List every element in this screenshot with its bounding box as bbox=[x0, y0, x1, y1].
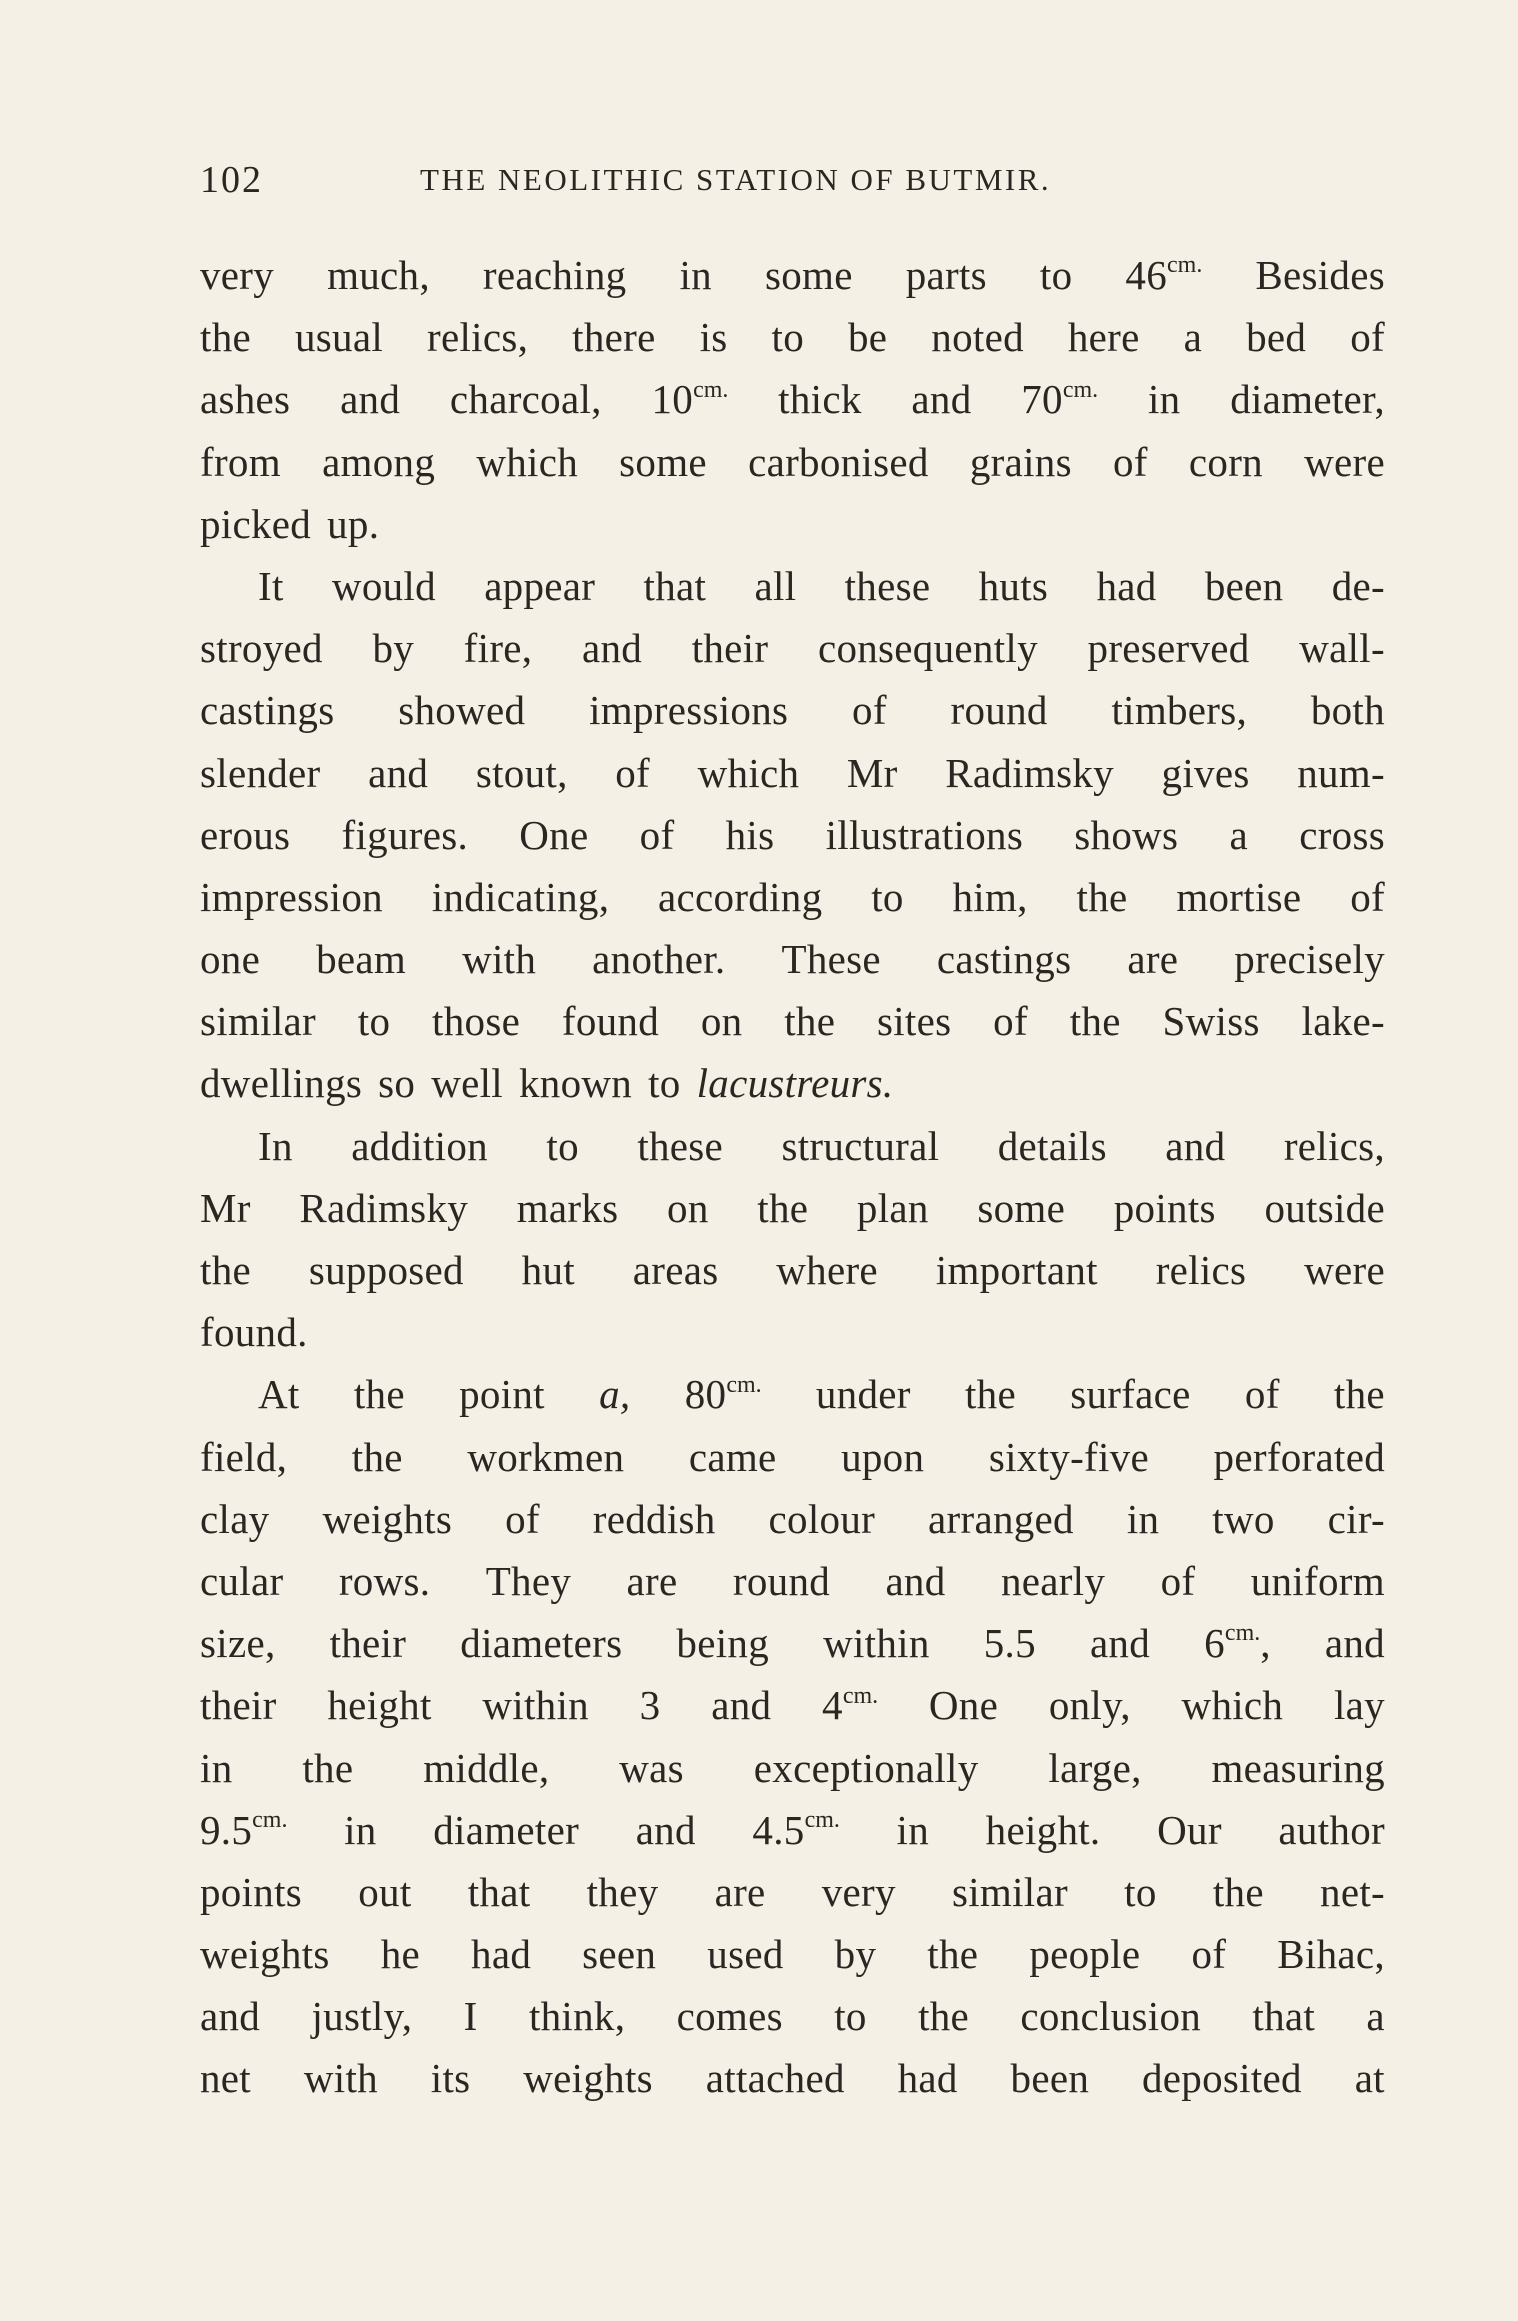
word: At bbox=[258, 1371, 300, 1418]
word: their bbox=[329, 1620, 407, 1667]
word: height bbox=[327, 1682, 432, 1729]
word: upon bbox=[841, 1433, 925, 1480]
word: perforated bbox=[1213, 1433, 1385, 1480]
text-line bbox=[200, 1301, 1385, 1363]
word: deposited bbox=[1142, 2055, 1302, 2102]
word: him, bbox=[952, 873, 1028, 920]
word: similar bbox=[951, 1868, 1068, 1915]
word: which bbox=[1181, 1682, 1284, 1729]
word: been bbox=[1010, 2055, 1090, 2102]
word: colour bbox=[768, 1495, 876, 1542]
word: the bbox=[353, 1371, 405, 1418]
word: those bbox=[432, 998, 521, 1045]
word: $46^{cm.}$ bbox=[1125, 252, 1203, 298]
word: in bbox=[1147, 376, 1181, 423]
word: in bbox=[679, 252, 712, 298]
text-line bbox=[200, 866, 1385, 928]
word: the bbox=[200, 314, 251, 361]
word: num- bbox=[1297, 749, 1385, 796]
text-line bbox=[200, 1674, 1385, 1736]
text-line bbox=[200, 1177, 1385, 1239]
word: and bbox=[711, 1682, 772, 1729]
word: grains bbox=[969, 438, 1072, 485]
word: were bbox=[1304, 1247, 1385, 1293]
word: picked bbox=[200, 500, 312, 547]
text-line bbox=[200, 431, 1385, 493]
word: measuring bbox=[1211, 1744, 1385, 1791]
text-line bbox=[200, 1737, 1385, 1799]
word: out bbox=[358, 1868, 412, 1915]
word: of bbox=[1350, 873, 1385, 920]
running-head bbox=[200, 158, 1385, 208]
word: wall- bbox=[1299, 625, 1385, 672]
word: that bbox=[643, 562, 707, 609]
word: a bbox=[1229, 811, 1249, 858]
word: a bbox=[1366, 1993, 1385, 2040]
word: 3 bbox=[639, 1682, 661, 1729]
word: to bbox=[1039, 252, 1073, 298]
word: beam bbox=[316, 936, 407, 983]
text-line bbox=[200, 679, 1385, 741]
word: the bbox=[1076, 873, 1128, 920]
word: found bbox=[561, 998, 660, 1045]
word: Swiss bbox=[1162, 998, 1260, 1045]
word: to bbox=[871, 873, 904, 920]
word: one bbox=[200, 936, 261, 983]
word: reddish bbox=[592, 1495, 716, 1542]
word: in bbox=[344, 1806, 377, 1853]
word: Mr bbox=[200, 1184, 251, 1231]
word: of bbox=[615, 749, 650, 796]
word: marks bbox=[516, 1184, 619, 1231]
word: to bbox=[546, 1122, 579, 1169]
word: bed bbox=[1246, 314, 1307, 361]
word: in bbox=[1126, 1495, 1160, 1542]
text-line bbox=[200, 1363, 1385, 1425]
word: of bbox=[1244, 1371, 1280, 1418]
word: the bbox=[964, 1371, 1016, 1418]
text-line bbox=[200, 1052, 1385, 1114]
word: all bbox=[754, 562, 797, 609]
word: mortise bbox=[1176, 873, 1302, 920]
word: a, bbox=[599, 1371, 631, 1418]
word: lake- bbox=[1301, 998, 1385, 1045]
word: by bbox=[834, 1931, 877, 1978]
word: similar bbox=[200, 998, 316, 1045]
word: Radimsky bbox=[299, 1184, 469, 1231]
word: points bbox=[1113, 1184, 1216, 1231]
word: exceptionally bbox=[753, 1744, 979, 1791]
word: details bbox=[997, 1122, 1107, 1169]
word: where bbox=[776, 1247, 878, 1293]
word: impression bbox=[200, 873, 383, 920]
word: well bbox=[431, 1060, 503, 1107]
word: attached bbox=[705, 2055, 845, 2102]
word: by bbox=[372, 625, 415, 672]
text-line bbox=[200, 493, 1385, 555]
word: preserved bbox=[1087, 625, 1250, 672]
text-line bbox=[200, 244, 1385, 306]
word: lacustreurs. bbox=[696, 1060, 894, 1107]
word: two bbox=[1212, 1495, 1275, 1542]
word: being bbox=[676, 1620, 769, 1667]
word: the bbox=[351, 1433, 403, 1480]
word: One bbox=[519, 811, 589, 858]
word: was bbox=[619, 1744, 684, 1791]
word: their bbox=[200, 1682, 277, 1729]
word: justly, bbox=[311, 1993, 413, 2040]
word: some bbox=[977, 1184, 1066, 1231]
word: in bbox=[896, 1806, 930, 1853]
word: of bbox=[505, 1495, 540, 1542]
word: of bbox=[1350, 314, 1385, 361]
word: here bbox=[1067, 314, 1140, 361]
word: $70^{cm.}$ bbox=[1021, 376, 1099, 423]
word: and bbox=[1089, 1620, 1151, 1667]
word: appear bbox=[484, 562, 596, 609]
text-line bbox=[200, 742, 1385, 804]
word: had bbox=[471, 1931, 532, 1978]
word: noted bbox=[931, 314, 1024, 361]
word: would bbox=[331, 562, 436, 609]
word: there bbox=[572, 314, 656, 361]
word: arranged bbox=[928, 1495, 1074, 1542]
word: rows. bbox=[338, 1557, 431, 1604]
word: relics bbox=[1155, 1247, 1247, 1293]
word: and bbox=[911, 376, 972, 423]
word: under bbox=[815, 1371, 911, 1418]
word: the bbox=[302, 1744, 354, 1791]
word: huts bbox=[978, 562, 1049, 609]
word: according bbox=[658, 873, 823, 920]
word: height. bbox=[985, 1806, 1101, 1853]
word: cir- bbox=[1327, 1495, 1385, 1542]
word: relics, bbox=[427, 314, 529, 361]
word: field, bbox=[200, 1433, 288, 1480]
word: up. bbox=[327, 500, 380, 547]
word: supposed bbox=[308, 1247, 464, 1293]
word: the bbox=[927, 1931, 979, 1978]
word: ashes bbox=[200, 376, 291, 423]
word: only, bbox=[1048, 1682, 1131, 1729]
word: think, bbox=[528, 1993, 626, 2040]
word: with bbox=[303, 2055, 378, 2102]
text-line bbox=[200, 804, 1385, 866]
text-line bbox=[200, 1426, 1385, 1488]
word: structural bbox=[781, 1122, 940, 1169]
word: to bbox=[648, 1060, 681, 1107]
word: Mr bbox=[846, 749, 898, 796]
word: 5.5 bbox=[983, 1620, 1036, 1667]
word: showed bbox=[398, 687, 526, 734]
word: used bbox=[707, 1931, 784, 1978]
word: very bbox=[200, 252, 275, 298]
word: were bbox=[1304, 438, 1385, 485]
word: much, bbox=[327, 252, 430, 298]
word: $6^{cm.}$, bbox=[1204, 1620, 1271, 1667]
word: They bbox=[485, 1557, 572, 1604]
word: and bbox=[635, 1806, 696, 1853]
word: impressions bbox=[589, 687, 789, 734]
word: from bbox=[200, 438, 281, 485]
word: which bbox=[697, 749, 800, 796]
word: his bbox=[725, 811, 775, 858]
word: $80^{cm.}$ bbox=[684, 1371, 762, 1418]
word: timbers, bbox=[1111, 687, 1248, 734]
word: size, bbox=[200, 1620, 276, 1667]
word: nearly bbox=[1000, 1557, 1106, 1604]
word: they bbox=[586, 1868, 659, 1915]
word: consequently bbox=[817, 625, 1038, 672]
word: These bbox=[781, 936, 881, 983]
word: stroyed bbox=[200, 625, 323, 672]
word: and bbox=[200, 1993, 261, 2040]
word: usual bbox=[294, 314, 384, 361]
word: $4.5^{cm.}$ bbox=[752, 1806, 840, 1853]
word: de- bbox=[1331, 562, 1385, 609]
word: workmen bbox=[467, 1433, 625, 1480]
body-text bbox=[200, 244, 1385, 2110]
word: that bbox=[1252, 1993, 1316, 2040]
word: large, bbox=[1048, 1744, 1142, 1791]
word: indicating, bbox=[431, 873, 610, 920]
word: are bbox=[1127, 936, 1179, 983]
word: weights bbox=[523, 2055, 653, 2102]
word: thick bbox=[778, 376, 862, 423]
word: areas bbox=[632, 1247, 719, 1293]
word: among bbox=[322, 438, 436, 485]
word: clay bbox=[200, 1495, 270, 1542]
word: and bbox=[340, 376, 401, 423]
word: net bbox=[200, 2055, 251, 2102]
word: slender bbox=[200, 749, 321, 796]
page-number: 102 bbox=[200, 159, 263, 201]
word: of bbox=[993, 998, 1028, 1045]
text-line bbox=[200, 1115, 1385, 1177]
word: the bbox=[1212, 1868, 1264, 1915]
word: weights bbox=[200, 1931, 330, 1978]
word: parts bbox=[905, 252, 987, 298]
word: net- bbox=[1320, 1868, 1385, 1915]
word: he bbox=[380, 1931, 420, 1978]
word: known bbox=[519, 1060, 633, 1107]
word: of bbox=[1112, 438, 1148, 485]
word: its bbox=[430, 2055, 471, 2102]
word: In bbox=[258, 1122, 293, 1169]
word: are bbox=[626, 1557, 678, 1604]
word: be bbox=[848, 314, 888, 361]
word: gives bbox=[1161, 749, 1250, 796]
word: hut bbox=[521, 1247, 575, 1293]
word: cular bbox=[200, 1557, 284, 1604]
word: conclusion bbox=[1020, 1993, 1202, 2040]
text-line bbox=[200, 1861, 1385, 1923]
word: to bbox=[357, 998, 391, 1045]
word: important bbox=[935, 1247, 1098, 1293]
word: sites bbox=[876, 998, 952, 1045]
word: castings bbox=[936, 936, 1072, 983]
word: diameters bbox=[460, 1620, 623, 1667]
word: some bbox=[619, 438, 707, 485]
word: their bbox=[691, 625, 769, 672]
word: $4^{cm.}$ bbox=[822, 1682, 879, 1729]
word: dwellings bbox=[200, 1060, 363, 1107]
word: the bbox=[784, 998, 836, 1045]
word: with bbox=[462, 936, 537, 983]
word: diameter bbox=[433, 1806, 580, 1853]
word: to bbox=[834, 1993, 867, 2040]
word: round bbox=[732, 1557, 831, 1604]
word: the bbox=[1333, 1371, 1385, 1418]
word: on bbox=[667, 1184, 709, 1231]
word: within bbox=[482, 1682, 589, 1729]
word: castings bbox=[200, 687, 335, 734]
text-line bbox=[200, 1799, 1385, 1861]
word: Bihac, bbox=[1277, 1931, 1385, 1978]
word: Besides bbox=[1255, 252, 1385, 298]
word: in bbox=[200, 1744, 233, 1791]
word: of bbox=[1160, 1557, 1196, 1604]
text-line bbox=[200, 1612, 1385, 1674]
word: been bbox=[1204, 562, 1284, 609]
word: are bbox=[714, 1868, 766, 1915]
word: figures. bbox=[341, 811, 469, 858]
word: and bbox=[581, 625, 643, 672]
word: and bbox=[1324, 1620, 1385, 1667]
word: came bbox=[688, 1433, 777, 1480]
word: $9.5^{cm.}$ bbox=[200, 1806, 288, 1853]
word: points bbox=[200, 1868, 303, 1915]
word: people bbox=[1029, 1931, 1141, 1978]
word: very bbox=[821, 1868, 896, 1915]
word: One bbox=[928, 1682, 999, 1729]
text-line bbox=[200, 928, 1385, 990]
text-line bbox=[200, 1923, 1385, 1985]
word: cross bbox=[1299, 811, 1385, 858]
word: another. bbox=[592, 936, 726, 983]
word: within bbox=[823, 1620, 930, 1667]
word: to bbox=[771, 314, 805, 361]
word: diameter, bbox=[1230, 376, 1385, 423]
word: relics, bbox=[1283, 1122, 1385, 1169]
word: of bbox=[1191, 1931, 1227, 1978]
word: the bbox=[200, 1247, 251, 1293]
text-line bbox=[200, 368, 1385, 430]
word: weights bbox=[322, 1495, 453, 1542]
word: of bbox=[852, 687, 887, 734]
word: point bbox=[459, 1371, 545, 1418]
word: Our bbox=[1157, 1806, 1222, 1853]
word: both bbox=[1310, 687, 1385, 734]
word: and bbox=[1165, 1122, 1226, 1169]
word: and bbox=[885, 1557, 946, 1604]
word: of bbox=[639, 811, 675, 858]
word: middle, bbox=[423, 1744, 550, 1791]
word: outside bbox=[1264, 1184, 1385, 1231]
word: some bbox=[764, 252, 853, 298]
word: comes bbox=[676, 1993, 783, 2040]
word: shows bbox=[1074, 811, 1179, 858]
text-line bbox=[200, 1239, 1385, 1301]
word: uniform bbox=[1250, 1557, 1385, 1604]
word: illustrations bbox=[825, 811, 1024, 858]
word: at bbox=[1354, 2055, 1385, 2102]
word: seen bbox=[582, 1931, 657, 1978]
text-line bbox=[200, 2047, 1385, 2109]
word: had bbox=[897, 2055, 958, 2102]
running-title: THE NEOLITHIC STATION OF BUTMIR. bbox=[420, 162, 1052, 197]
word: reaching bbox=[482, 252, 627, 298]
word: charcoal, bbox=[449, 376, 602, 423]
word: found. bbox=[200, 1309, 308, 1356]
word: is bbox=[699, 314, 728, 361]
word: It bbox=[258, 562, 284, 609]
word: lay bbox=[1333, 1682, 1385, 1729]
word: that bbox=[467, 1868, 531, 1915]
text-line bbox=[200, 1488, 1385, 1550]
word: the bbox=[757, 1184, 809, 1231]
word: these bbox=[637, 1122, 724, 1169]
word: carbonised bbox=[748, 438, 929, 485]
word: these bbox=[844, 562, 931, 609]
word: $10^{cm.}$ bbox=[651, 376, 729, 423]
word: round bbox=[950, 687, 1048, 734]
word: fire, bbox=[463, 625, 533, 672]
word: erous bbox=[200, 811, 291, 858]
text-line bbox=[200, 306, 1385, 368]
text-line bbox=[200, 1985, 1385, 2047]
word: Radimsky bbox=[945, 749, 1114, 796]
word: on bbox=[700, 998, 743, 1045]
word: stout, bbox=[475, 749, 568, 796]
word: which bbox=[476, 438, 579, 485]
text-line bbox=[200, 990, 1385, 1052]
word: author bbox=[1278, 1806, 1385, 1853]
word: so bbox=[378, 1060, 416, 1107]
word: had bbox=[1096, 562, 1157, 609]
word: a bbox=[1183, 314, 1203, 361]
word: the bbox=[918, 1993, 970, 2040]
text-line bbox=[200, 555, 1385, 617]
text-line bbox=[200, 617, 1385, 679]
word: plan bbox=[856, 1184, 929, 1231]
word: the bbox=[1069, 998, 1121, 1045]
text-line bbox=[200, 1550, 1385, 1612]
word: corn bbox=[1188, 438, 1263, 485]
word: addition bbox=[351, 1122, 488, 1169]
word: and bbox=[368, 749, 429, 796]
word: precisely bbox=[1234, 936, 1385, 983]
word: to bbox=[1124, 1868, 1157, 1915]
word: sixty-five bbox=[988, 1433, 1149, 1480]
word: I bbox=[463, 1993, 478, 2040]
word: surface bbox=[1070, 1371, 1191, 1418]
